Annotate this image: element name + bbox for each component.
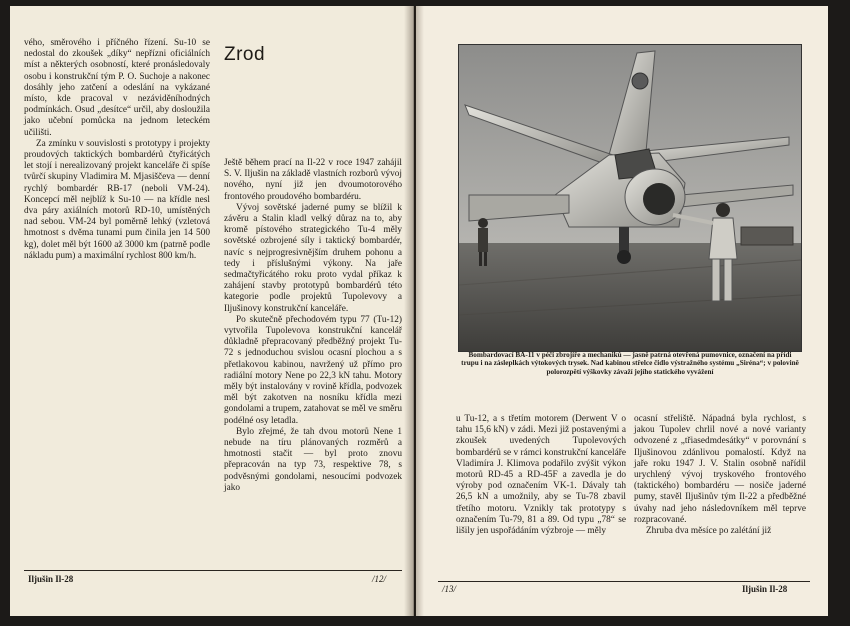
page-number: /13/	[442, 584, 457, 594]
paragraph: Zhruba dva měsíce po zalétání již	[646, 526, 772, 537]
paragraph: Po skutečně přechodovém typu 77 (Tu-12) vytvořila Tupolevova konstrukční kancelář důkladně přepracovaný předběžný projekt Tu-72 s jednoduchou svislou ocasní plochou a s přetlakovou kabinou, navržený už přímo pro radiální motory Nene po 22,3 kN tahu. Motory měly být instalovány v rovině křídla, podvozek měl být zakotven na nosníku křídla mezi gondolami a trupem, zatahovat se měl ve směru podélné osy letadla.	[224, 314, 402, 426]
aircraft-photo-illustration	[459, 45, 801, 351]
paragraph: ocasní střeliště. Nápadná byla rychlost, s jakou Tupolev chrlil nové a nové varianty odvozené z „třiasedmdesátky“ v porovnání s Iljušinovou zdánlivou pomalostí. Když na jaře roku 1947 J. V. Stalin osobně nařídil urychlený vývoj tryskového frontového (taktického) bombardéru — nosiče jaderné pumy, stavěl Iljušinův tým Il-22 a předběžné úvahy nad jeho následovníkem měl teprve rozpracované.	[634, 414, 806, 525]
right-column-1	[456, 414, 626, 537]
page-number: /12/	[372, 574, 387, 584]
paragraph: Bylo zřejmé, že tah dvou motorů Nene 1 nebude na tíru plánovaných rozměrů a hmotnosti stačit — byl proto znovu přepracován na typ 73, respektive 78, s podvěsnými gondolami, nesoucími podvozek jako	[224, 426, 402, 493]
paragraph: u Tu-12, a s třetím motorem (Derwent V o tahu 15,6 kN) v zádi. Mezi již postavenými a zkoušek uvedených Tupolevových bombardérů se v rámci konstrukční kanceláře Vladimíra J. Klimova podařilo zvýšit výkon motorů RD-45 a RD-45F a zavedla je do výroby pod označením VK-1. Dávaly tah 26,5 kN a umožnily, aby se Tu-78 zbavil třetího motoru. Vznikly tak prototypy s označením Tu-79, 81 a 89. Od typu „78“ se lišily jen uspořádáním výzbroje — měly	[456, 414, 626, 537]
book-gutter	[404, 6, 424, 616]
footer-title: Iljušin Il-28	[28, 574, 74, 584]
left-column-2	[224, 158, 402, 494]
left-page	[10, 6, 414, 616]
photo-caption: Bombardovací BA-11 v péči zbrojíře a mechaniků — jasně patrná otevřená pumovnice, označení na přídi trupu i na zásleplkách výtokových trysek. Nad kabinou střelce čidlo výstražného systému „Siréna“; v polovině polorozpětí výškovky závaží jejího statického vyvážení	[461, 351, 799, 376]
footer-title: Iljušin Il-28	[742, 584, 788, 594]
paragraph: vého, směrového i příčného řízení. Su-10 se nedostal do zkoušek „díky“ nepřízni oficiálních míst a některých osobností, které pronásledovaly osobu i konstrukční tým P. O. Suchoje a nakonec dosáhly jeho zatčení a odeslání na vykázané místo, kde pracoval v nezáviděníhodných podmínkách. Osud „desítce“ určil, aby dosloužila jako učební pomůcka na jednom leteckém učilišti.	[24, 38, 210, 138]
left-column-1	[24, 38, 210, 262]
chapter-heading: Zrod	[224, 44, 266, 65]
aircraft-photo	[458, 44, 802, 352]
paragraph: Ještě během prací na Il-22 v roce 1947 zahájil S. V. Iljušin na základě vlastních rozborů vývoj nového, nyní již jen dvoumotorového frontového proudového bombardéru.	[224, 158, 402, 202]
footer-rule	[24, 570, 402, 571]
right-page	[416, 6, 828, 616]
right-column-2	[634, 414, 806, 537]
footer-rule	[438, 581, 810, 582]
paragraph: Za zmínku v souvislosti s prototypy i projekty proudových taktických bombardérů čtyřicátých let stojí i nerealizovaný projekt kanceláře či spíše tvůrčí skupiny Vladimira M. Mjasiščeva — denní rychlý bombardér RB-17 (neboli VM-24). Koncepcí měl nejblíž k Su-10 — na křídle nesl dva páry axiálních motorů RD-10, umístěných nad sebou. VM-24 byl poměrně lehký (vzletová hmotnost s dvěma tunami pum činila jen 14 500 kg), dolet měl být 1600 až 3000 km (patrně podle nákladu pum) a maximální rychlost 800 km/h.	[24, 138, 210, 261]
paragraph: Vývoj sovětské jaderné pumy se blížil k závěru a Stalin kladl velký důraz na to, aby kromě pístového strategického Tu-4 měly sovětské ozbrojené síly i taktický bombardér, navíc s nejprogresivnějším druhem pohonu a tedy i příslušnými výkony. Na jaře sedmačtyřicátého roku proto vydal příkaz k zahájení stavby prototypů bombardérů této kategorie podle projektů Tupolevovy a Iljušinovy konstrukční kanceláře.	[224, 202, 402, 314]
